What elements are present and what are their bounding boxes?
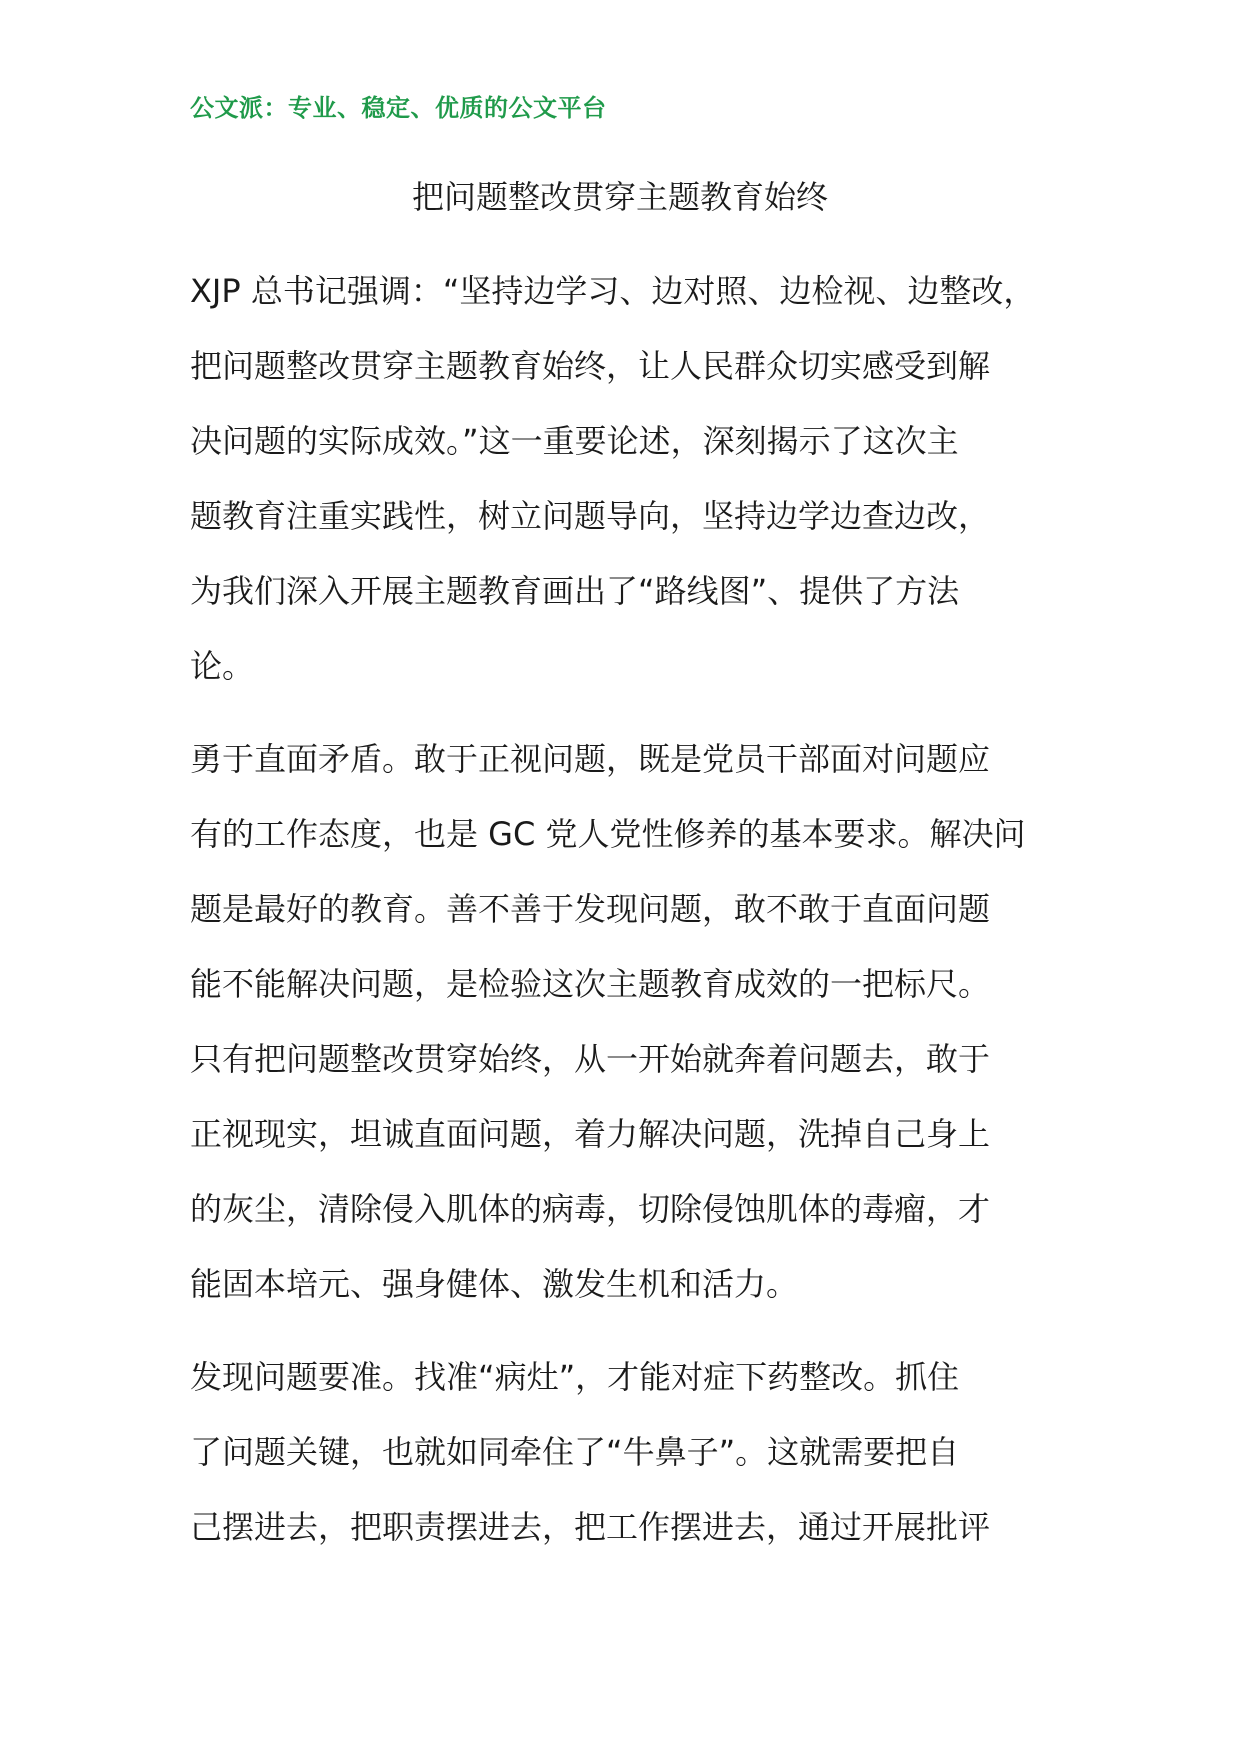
header-tagline: 公文派：专业、稳定、优质的公文平台 (190, 93, 607, 122)
text-line: 发现问题要准。找准“病灶”，才能对症下药整改。抓住 (190, 1358, 960, 1396)
text-line: 正视现实，坦诚直面问题，着力解决问题，洗掉自己身上 (190, 1115, 991, 1153)
text-line: 只有把问题整改贯穿始终，从一开始就奔着问题去，敢于 (190, 1040, 991, 1078)
text-line: XJP 总书记强调：“坚持边学习、边对照、边检视、边整改， (190, 272, 1036, 310)
text-line: 题是最好的教育。善不善于发现问题，敢不敢于直面问题 (190, 890, 991, 928)
text-line: 题教育注重实践性，树立问题导向，坚持边学边查边改， (190, 497, 991, 535)
text-line: 论。 (190, 647, 255, 685)
document-title: 把问题整改贯穿主题教育始终 (411, 178, 828, 216)
text-line: 了问题关键，也就如同牵住了“牛鼻子”。这就需要把自 (190, 1433, 960, 1471)
text-line: 己摆进去，把职责摆进去，把工作摆进去，通过开展批评 (190, 1508, 991, 1546)
text-line: 决问题的实际成效。”这一重要论述，深刻揭示了这次主 (190, 422, 959, 460)
paragraph-gap (190, 1322, 1070, 1340)
text-line: 勇于直面矛盾。敢于正视问题，既是党员干部面对问题应 (190, 740, 991, 778)
text-line: 为我们深入开展主题教育画出了“路线图”、提供了方法 (190, 572, 960, 610)
text-line: 有的工作态度，也是 GC 党人党性修养的基本要求。解决问 (190, 815, 1026, 853)
paragraph-2 (190, 722, 1070, 1322)
paragraph-3 (190, 1340, 1070, 1565)
text-line: 能固本培元、强身健体、激发生机和活力。 (190, 1265, 799, 1303)
paragraph-1 (190, 254, 1070, 704)
paragraph-gap (190, 704, 1070, 722)
text-line: 能不能解决问题，是检验这次主题教育成效的一把标尺。 (190, 965, 991, 1003)
document-body (190, 254, 1070, 1565)
text-line: 的灰尘，清除侵入肌体的病毒，切除侵蚀肌体的毒瘤，才 (190, 1190, 991, 1228)
text-line: 把问题整改贯穿主题教育始终，让人民群众切实感受到解 (190, 347, 991, 385)
